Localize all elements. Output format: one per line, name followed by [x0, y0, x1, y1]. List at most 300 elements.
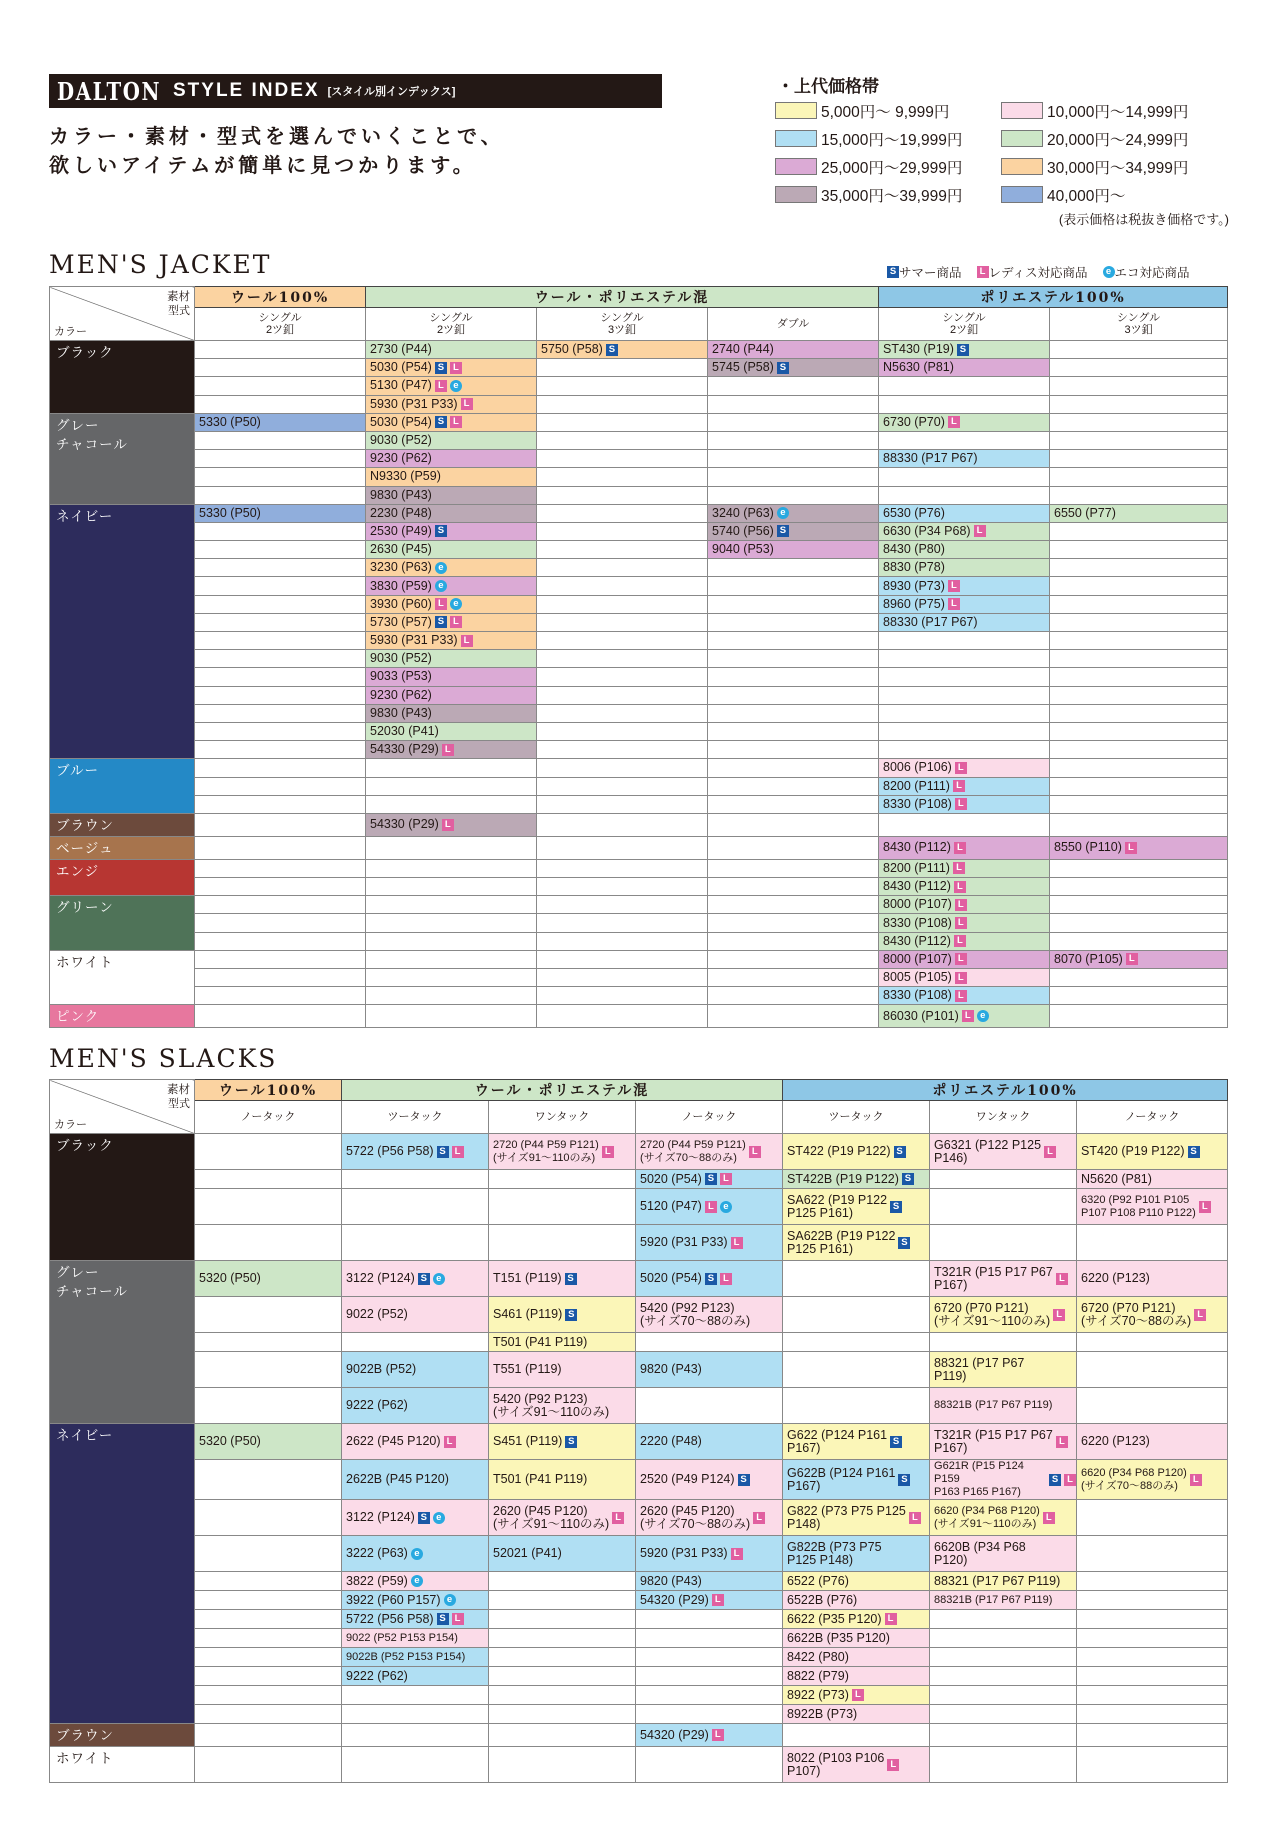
table-cell — [537, 577, 708, 595]
table-cell — [783, 1629, 930, 1648]
product-code: G6321 (P122 P125 P146) — [934, 1137, 1042, 1165]
product-code: T501 (P41 P119) — [493, 1472, 588, 1486]
color-name: ネイビー — [56, 1428, 114, 1444]
table-cell — [1077, 1500, 1228, 1536]
product-code: 3822 (P59) — [346, 1573, 408, 1588]
product-code: 54320 (P29) — [640, 1727, 709, 1742]
table-cell — [783, 1705, 930, 1724]
price-legend-item — [1001, 157, 1227, 176]
table-cell — [366, 559, 537, 577]
table-cell — [1077, 1333, 1228, 1352]
table-cell — [195, 1261, 342, 1297]
product-entry — [489, 1336, 635, 1349]
table-cell — [1050, 813, 1228, 836]
table-cell — [1077, 1724, 1228, 1747]
table-row — [50, 1747, 1228, 1783]
product-code: 6622B (P35 P120) — [787, 1630, 890, 1645]
product-code: 6620 (P34 P68 P120) (サイズ91〜110のみ) — [934, 1504, 1040, 1530]
product-entry — [879, 507, 1049, 520]
eco-icon: e — [433, 1512, 445, 1524]
product-code: 2530 (P49) — [370, 523, 432, 538]
table-cell — [636, 1225, 783, 1261]
table-cell — [195, 450, 366, 468]
table-row — [50, 650, 1228, 668]
table-cell — [879, 522, 1050, 540]
style-header-label: シングル 2ツ釦 — [258, 312, 302, 336]
table-row — [50, 759, 1228, 777]
table-cell — [783, 1134, 930, 1170]
product-entry — [1050, 507, 1227, 520]
product-entry — [930, 1575, 1076, 1588]
tagline — [49, 122, 505, 180]
corner-style-label: 型式 — [168, 305, 190, 317]
product-code: G822B (P73 P75 P125 P148) — [787, 1539, 882, 1567]
table-cell — [195, 777, 366, 795]
product-code: 6220 (P123) — [1081, 1271, 1150, 1285]
product-entry — [489, 1473, 635, 1486]
product-code: 9040 (P53) — [712, 542, 774, 557]
table-cell — [342, 1572, 489, 1591]
product-entry — [636, 1363, 782, 1376]
table-cell — [708, 486, 879, 504]
table-cell — [489, 1460, 636, 1500]
table-cell — [879, 950, 1050, 968]
product-code: 8960 (P75) — [883, 596, 945, 611]
table-row — [50, 1591, 1228, 1610]
table-row — [50, 1261, 1228, 1297]
table-cell — [195, 836, 366, 859]
table-cell — [489, 1536, 636, 1572]
table-row — [50, 1460, 1228, 1500]
ladies-icon: L — [1125, 842, 1137, 854]
product-code: 8200 (P111) — [883, 860, 950, 875]
table-cell — [636, 1352, 783, 1388]
product-code: 8430 (P112) — [883, 840, 951, 855]
table-cell — [537, 504, 708, 522]
product-code: 54330 (P29) — [370, 817, 439, 832]
table-cell — [1050, 613, 1228, 631]
table-cell — [1077, 1134, 1228, 1170]
table-cell — [489, 1572, 636, 1591]
tagline-line-1: カラー・素材・型式を選んでいくことで、 — [49, 124, 505, 148]
style-header-label: ダブル — [776, 318, 810, 330]
color-name: グレー チャコール — [56, 417, 128, 453]
ladies-icon: L — [953, 862, 965, 874]
table-cell — [708, 795, 879, 813]
product-code: 52030 (P41) — [370, 724, 439, 739]
style-header — [636, 1101, 783, 1134]
table-cell — [708, 686, 879, 704]
product-code: 2730 (P44) — [370, 342, 432, 357]
product-entry — [783, 1613, 929, 1626]
table-cell — [879, 914, 1050, 932]
price-swatch — [1001, 130, 1043, 147]
summer-icon: S — [890, 1436, 902, 1448]
table-cell — [489, 1261, 636, 1297]
ladies-icon: L — [1053, 1309, 1065, 1321]
table-cell — [1050, 377, 1228, 395]
product-entry — [636, 1200, 782, 1213]
product-entry — [930, 1399, 1076, 1412]
product-code: 2622B (P45 P120) — [346, 1472, 449, 1486]
table-cell — [489, 1686, 636, 1705]
table-row — [50, 431, 1228, 449]
table-cell — [1077, 1591, 1228, 1610]
table-cell — [489, 1333, 636, 1352]
table-cell — [879, 486, 1050, 504]
table-cell — [537, 722, 708, 740]
slacks-table — [49, 1079, 1228, 1783]
table-cell — [930, 1424, 1077, 1460]
table-row — [50, 1724, 1228, 1747]
table-cell — [1077, 1747, 1228, 1783]
table-row — [50, 859, 1228, 877]
table-cell — [366, 450, 537, 468]
table-row — [50, 813, 1228, 836]
table-cell — [879, 686, 1050, 704]
style-header — [195, 1101, 342, 1134]
table-cell — [195, 1648, 342, 1667]
price-swatch — [775, 158, 817, 175]
table-cell — [879, 896, 1050, 914]
eco-icon: e — [411, 1548, 423, 1560]
style-header-label: シングル 3ツ釦 — [1116, 312, 1161, 336]
product-code: ST420 (P19 P122) — [1081, 1144, 1185, 1158]
product-entry — [930, 1460, 1076, 1499]
product-code: 6522B (P76) — [787, 1592, 858, 1607]
product-entry — [636, 1272, 782, 1285]
table-cell — [1050, 969, 1228, 987]
price-legend-title: ・上代価格帯 — [777, 77, 879, 96]
ladies-icon: L — [1044, 1146, 1056, 1158]
table-row — [50, 1686, 1228, 1705]
eco-icon: e — [411, 1575, 423, 1587]
table-cell — [342, 1388, 489, 1424]
table-cell — [879, 541, 1050, 559]
table-cell — [783, 1500, 930, 1536]
table-cell — [489, 1705, 636, 1724]
table-cell — [783, 1591, 930, 1610]
summer-icon: S — [902, 1173, 914, 1185]
product-entry — [783, 1575, 929, 1588]
eco-icon: e — [977, 1010, 989, 1022]
table-cell — [195, 1297, 342, 1333]
table-row — [50, 341, 1228, 359]
table-cell — [783, 1536, 930, 1572]
product-entry — [366, 543, 536, 556]
product-entry — [930, 1594, 1076, 1607]
table-cell — [537, 632, 708, 650]
table-cell — [636, 1536, 783, 1572]
product-entry — [879, 841, 1049, 854]
table-cell — [195, 1225, 342, 1261]
summer-icon: S — [890, 1201, 902, 1213]
table-cell — [879, 668, 1050, 686]
product-entry — [783, 1173, 929, 1186]
product-entry — [1077, 1173, 1227, 1186]
table-cell — [537, 759, 708, 777]
table-cell — [1077, 1686, 1228, 1705]
ladies-icon: L — [450, 362, 462, 374]
price-legend-label: 10,000円〜14,999円 — [1047, 103, 1189, 121]
table-cell — [195, 950, 366, 968]
color-label-cell — [50, 813, 195, 836]
page-subtitle: [スタイル別インデックス] — [327, 86, 456, 98]
table-cell — [537, 777, 708, 795]
product-entry — [636, 1236, 782, 1249]
product-entry — [879, 917, 1049, 930]
mark-ladies-label: レディス対応商品 — [988, 266, 1088, 280]
product-entry — [879, 953, 1049, 966]
product-code: 2230 (P48) — [370, 505, 432, 520]
table-cell — [195, 1591, 342, 1610]
product-code: 5930 (P31 P33) — [370, 633, 458, 648]
product-entry — [366, 507, 536, 520]
table-row — [50, 377, 1228, 395]
table-row — [50, 504, 1228, 522]
product-code: ST430 (P19) — [883, 342, 954, 357]
color-label-cell — [50, 1005, 195, 1028]
jacket-section-title: MEN'S JACKET — [49, 250, 272, 279]
product-code: S461 (P119) — [493, 1307, 563, 1321]
product-entry — [366, 818, 536, 831]
product-entry — [636, 1729, 782, 1742]
table-cell — [708, 395, 879, 413]
table-cell — [195, 878, 366, 896]
table-cell — [930, 1648, 1077, 1667]
table-cell — [537, 522, 708, 540]
table-cell — [537, 541, 708, 559]
jacket-table — [49, 286, 1228, 1028]
table-row — [50, 777, 1228, 795]
product-entry — [366, 434, 536, 447]
table-cell — [195, 1747, 342, 1783]
color-name: ピンク — [56, 1009, 100, 1026]
corner-material-label: 素材 — [167, 289, 190, 303]
product-entry — [342, 1670, 488, 1683]
product-code: 88321 (P17 P67 P119) — [934, 1573, 1061, 1588]
table-cell — [195, 595, 366, 613]
table-cell — [489, 1724, 636, 1747]
color-name: ブラック — [56, 1138, 114, 1154]
table-cell — [489, 1610, 636, 1629]
ladies-icon: L — [1190, 1474, 1202, 1486]
product-code: ST422B (P19 P122) — [787, 1171, 899, 1186]
table-cell — [537, 468, 708, 486]
summer-icon: S — [418, 1273, 430, 1285]
product-entry — [930, 1429, 1076, 1455]
product-code: 6320 (P92 P101 P105 P107 P108 P110 P122) — [1081, 1193, 1196, 1219]
table-row — [50, 450, 1228, 468]
table-row — [50, 722, 1228, 740]
product-code: 9820 (P43) — [640, 1362, 702, 1376]
table-cell — [930, 1134, 1077, 1170]
table-cell — [1077, 1297, 1228, 1333]
table-cell — [879, 431, 1050, 449]
product-entry — [489, 1393, 635, 1419]
color-name: ホワイト — [56, 1751, 114, 1767]
product-entry — [783, 1467, 929, 1493]
table-corner — [50, 287, 195, 341]
table-cell — [537, 813, 708, 836]
eco-icon: e — [433, 1273, 445, 1285]
table-cell — [708, 777, 879, 795]
product-entry — [879, 598, 1049, 611]
table-cell — [708, 859, 879, 877]
table-row — [50, 613, 1228, 631]
product-code: 2720 (P44 P59 P121) (サイズ91〜110のみ) — [493, 1138, 599, 1164]
product-entry — [537, 343, 707, 356]
price-legend-label: 15,000円〜19,999円 — [821, 131, 963, 149]
product-code: 5020 (P54) — [640, 1171, 702, 1186]
table-row — [50, 686, 1228, 704]
product-code: 8922 (P73) — [787, 1687, 849, 1702]
eco-icon: e — [450, 380, 462, 392]
eco-icon: e — [435, 562, 447, 574]
color-label-cell — [50, 504, 195, 759]
table-cell — [195, 395, 366, 413]
mark-legend — [872, 263, 1190, 281]
product-entry — [342, 1613, 488, 1626]
product-code: T151 (P119) — [493, 1271, 562, 1285]
product-entry — [1077, 1145, 1227, 1158]
summer-icon: S — [418, 1512, 430, 1524]
product-code: 5420 (P92 P123) (サイズ70〜88のみ) — [640, 1300, 751, 1328]
summer-icon: S — [777, 525, 789, 537]
table-cell — [537, 559, 708, 577]
table-cell — [195, 504, 366, 522]
table-cell — [783, 1424, 930, 1460]
product-entry — [1077, 1435, 1227, 1448]
table-cell — [1050, 950, 1228, 968]
price-legend-label: 35,000円〜39,999円 — [821, 187, 963, 205]
table-cell — [195, 650, 366, 668]
table-cell — [195, 577, 366, 595]
material-group-header: ポリエステル100% — [879, 287, 1228, 308]
table-cell — [1050, 722, 1228, 740]
product-entry — [489, 1308, 635, 1321]
summer-icon: S — [957, 344, 969, 356]
product-entry — [342, 1575, 488, 1588]
table-cell — [708, 577, 879, 595]
product-code: 8070 (P105) — [1054, 951, 1123, 966]
table-cell — [879, 613, 1050, 631]
ladies-icon: L — [955, 972, 967, 984]
product-code: 88330 (P17 P67) — [883, 614, 978, 629]
table-cell — [366, 613, 537, 631]
product-entry — [636, 1139, 782, 1165]
product-code: 6220 (P123) — [1081, 1434, 1150, 1448]
table-cell — [930, 1352, 1077, 1388]
table-row — [50, 1424, 1228, 1460]
table-cell — [195, 686, 366, 704]
ladies-icon: L — [1126, 953, 1138, 965]
table-cell — [1077, 1352, 1228, 1388]
material-group-header: ポリエステル100% — [783, 1080, 1228, 1101]
table-cell — [879, 759, 1050, 777]
summer-icon: S — [437, 1146, 449, 1158]
table-cell — [708, 413, 879, 431]
table-cell — [195, 896, 366, 914]
product-entry — [879, 616, 1049, 629]
table-cell — [636, 1724, 783, 1747]
table-cell — [195, 987, 366, 1005]
eco-icon: e — [450, 598, 462, 610]
summer-icon: S — [435, 616, 447, 628]
table-row — [50, 1333, 1228, 1352]
product-code: S451 (P119) — [493, 1434, 563, 1448]
table-cell — [708, 359, 879, 377]
product-code: 5320 (P50) — [199, 1434, 261, 1448]
product-code: 9820 (P43) — [640, 1573, 702, 1588]
ladies-icon: L — [1056, 1436, 1068, 1448]
product-entry — [366, 707, 536, 720]
table-cell — [366, 969, 537, 987]
product-entry — [1077, 1467, 1227, 1493]
color-label-cell — [50, 759, 195, 814]
table-cell — [1050, 914, 1228, 932]
color-name: ブラック — [56, 345, 114, 361]
table-cell — [879, 813, 1050, 836]
ladies-icon: L — [885, 1613, 897, 1625]
table-row — [50, 1388, 1228, 1424]
table-cell — [930, 1460, 1077, 1500]
product-entry — [783, 1505, 929, 1531]
table-cell — [708, 650, 879, 668]
table-cell — [1077, 1261, 1228, 1297]
table-cell — [708, 468, 879, 486]
style-header-label: シングル 2ツ釦 — [942, 312, 986, 336]
table-cell — [537, 914, 708, 932]
summer-icon: S — [606, 344, 618, 356]
product-code: 9022 (P52 P153 P154) — [346, 1631, 458, 1644]
table-cell — [708, 878, 879, 896]
ladies-icon: L — [948, 416, 960, 428]
table-cell — [195, 1134, 342, 1170]
table-cell — [195, 613, 366, 631]
table-row — [50, 969, 1228, 987]
color-name: グレー チャコール — [56, 1265, 128, 1300]
table-cell — [195, 1460, 342, 1500]
table-cell — [879, 577, 1050, 595]
color-name: ネイビー — [56, 508, 114, 525]
product-entry — [342, 1363, 488, 1376]
table-cell — [783, 1724, 930, 1747]
table-cell — [879, 741, 1050, 759]
summer-icon: S — [777, 362, 789, 374]
table-cell — [636, 1500, 783, 1536]
table-cell — [537, 878, 708, 896]
table-cell — [930, 1297, 1077, 1333]
product-entry — [366, 361, 536, 374]
ladies-icon: L — [954, 935, 966, 947]
price-legend-grid — [775, 101, 1235, 204]
table-cell — [783, 1572, 930, 1591]
table-cell — [636, 1591, 783, 1610]
table-cell — [783, 1297, 930, 1333]
table-cell — [636, 1170, 783, 1189]
table-cell — [537, 969, 708, 987]
product-code: 6530 (P76) — [883, 505, 945, 520]
product-code: 5320 (P50) — [199, 1271, 261, 1285]
product-code: 6630 (P34 P68) — [883, 523, 971, 538]
ladies-icon: L — [712, 1729, 724, 1741]
table-cell — [879, 969, 1050, 987]
product-code: 3240 (P63) — [712, 505, 774, 520]
table-cell — [342, 1189, 489, 1225]
product-entry — [879, 780, 1049, 793]
table-cell — [195, 1352, 342, 1388]
